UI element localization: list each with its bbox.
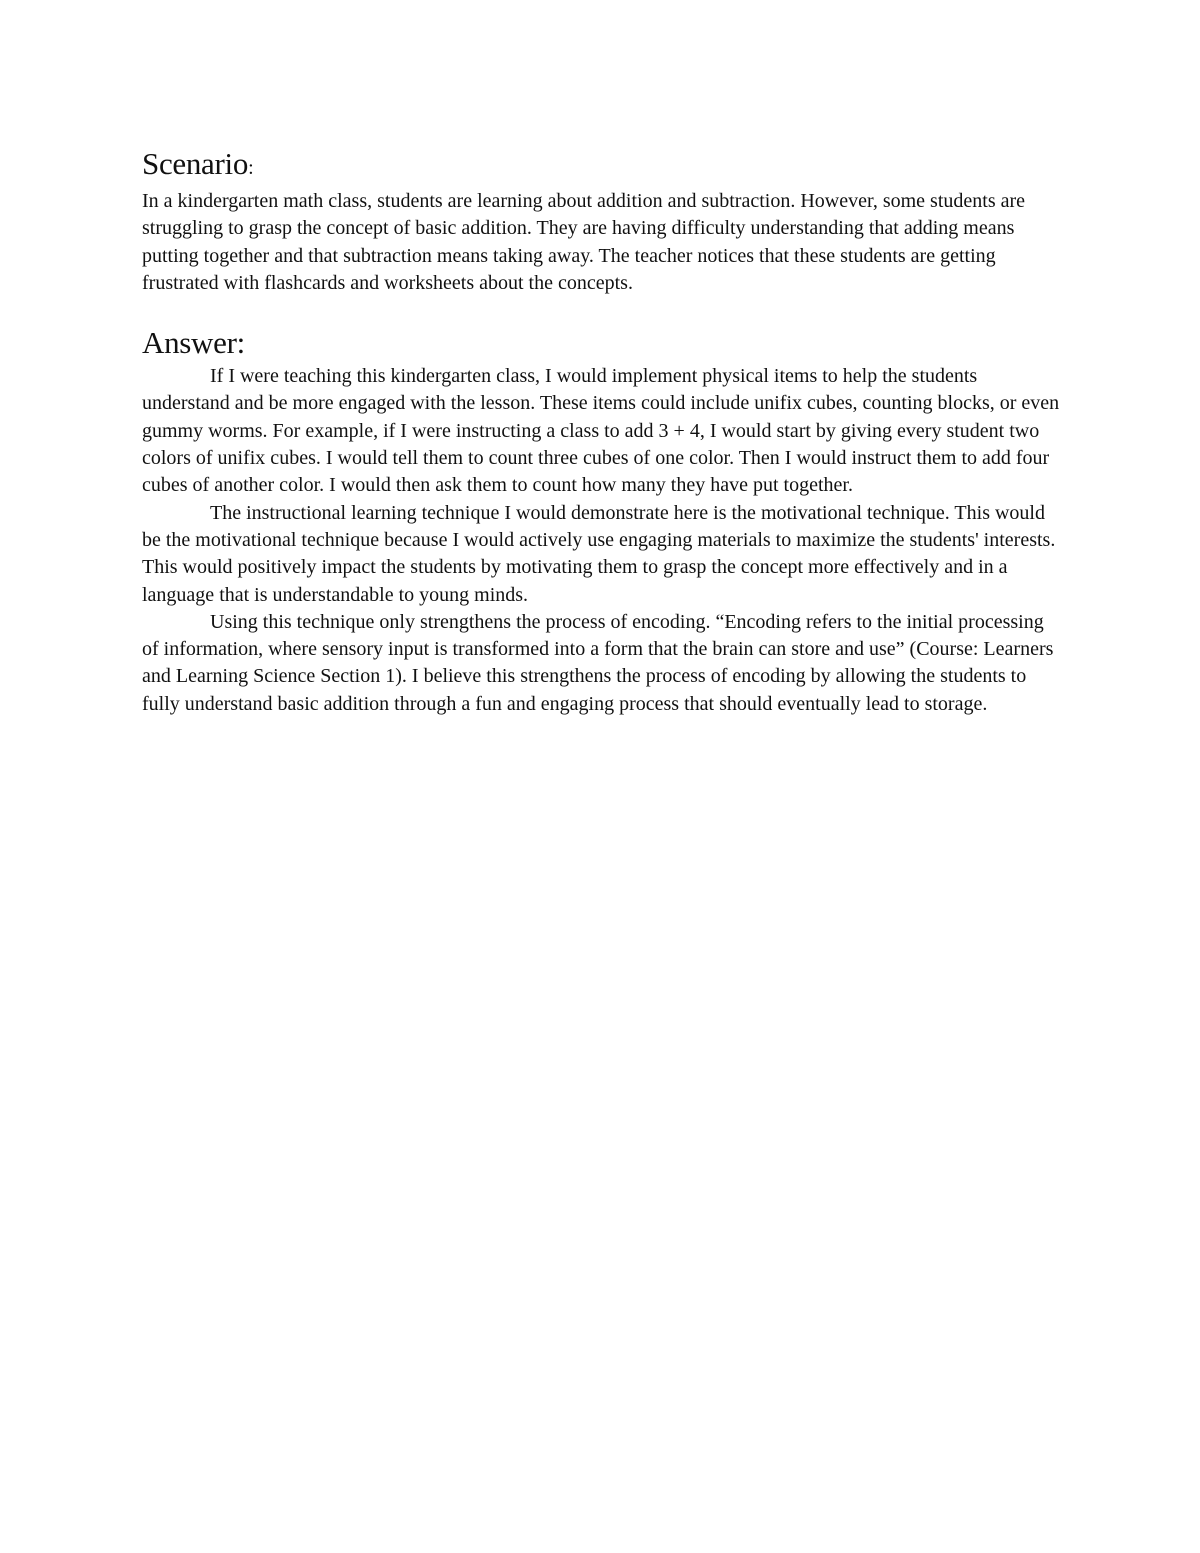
answer-paragraph-1: If I were teaching this kindergarten class, I would implement physical items to help the students understand and be more engaged with the lesson. These items could include unifix cubes, counting blocks, or even gummy worms. For example, if I were instructing a class to add 3 + 4, I would start by giving every student two colors of unifix cubes. I would tell them to count three cubes of one color. Then I would instruct them to add four cubes of another color. I would then ask them to count how many they have put together. [142, 365, 1060, 497]
answer-heading: Answer: [142, 325, 245, 361]
scenario-heading-text: Scenario [142, 146, 249, 181]
scenario-heading-colon: : [248, 157, 254, 179]
answer-paragraph-3: Using this technique only strengthens the process of encoding. “Encoding refers to the initial processing of information, where sensory input is transformed into a form that the brain can store and use” (Course: Learners and Learning Science Section 1). I believe this strengthens the process of encoding by allowing the students to fully understand basic addition through a fun and engaging process that should eventually lead to storage. [142, 610, 1054, 715]
scenario-body: In a kindergarten math class, students are learning about addition and subtraction. However, some students are struggling to grasp the concept of basic addition. They are having difficulty understanding that adding means putting together and that subtraction means taking away. The teacher notices that these students are getting frustrated with flashcards and worksheets about the concepts. [142, 190, 1026, 294]
scenario-heading [142, 144, 1062, 188]
document-page [142, 140, 1062, 718]
answer-paragraph-2: The instructional learning technique I would demonstrate here is the motivational technique. This would be the motivational technique because I would actively use engaging materials to maximize the students' interests. This would positively impact the students by motivating them to grasp the concept more effectively and in a language that is understandable to young minds. [142, 501, 1056, 606]
